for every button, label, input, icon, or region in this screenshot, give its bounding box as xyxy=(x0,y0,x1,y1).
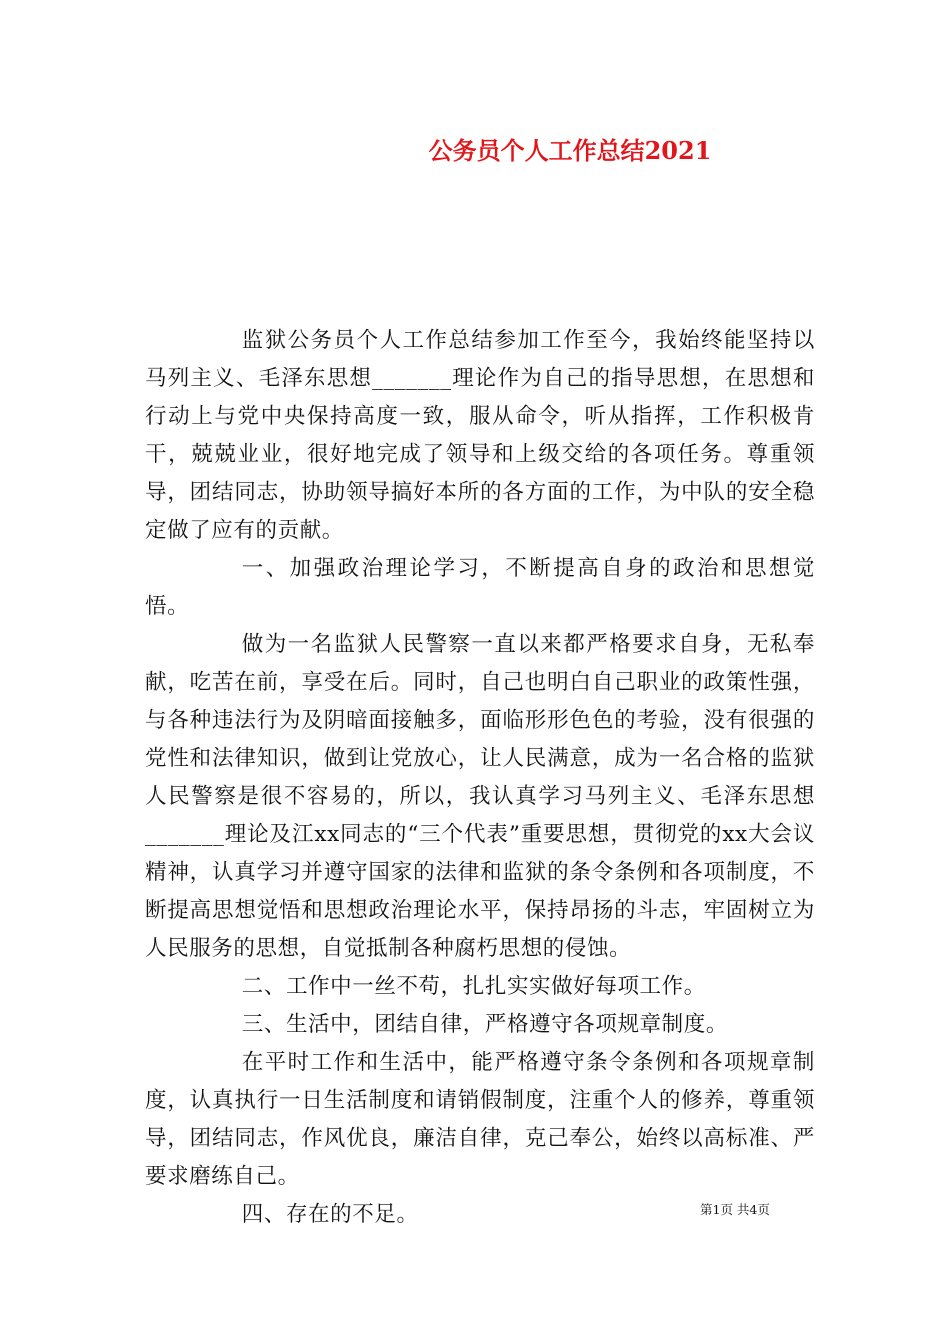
page-number: 第1页 共4页 xyxy=(700,1202,770,1217)
paragraph-section-1: 做为一名监狱人民警察一直以来都严格要求自身，无私奉献，吃苦在前，享受在后。同时，自己也明白自己职业的政策性强，与各种违法行为及阴暗面接触多，面临形形色色的考验，没有很强的党性和法律知识，做到让党放心，让人民满意，成为一名合格的监狱人民警察是很不容易的，所以，我认真学习马列主义、毛泽东思想_______理论及江xx同志的“三个代表”重要思想，贯彻党的xx大会议精神，认真学习并遵守国家的法律和监狱的条令条例和各项制度，不断提高思想觉悟和思想政治理论水平，保持昂扬的斗志，牢固树立为人民服务的思想，自觉抵制各种腐朽思想的侵蚀。 xyxy=(145,632,815,961)
document-body xyxy=(145,322,815,1234)
section-heading-4: 四、存在的不足。 xyxy=(241,1202,419,1227)
section-heading-2: 二、工作中一丝不苟，扎扎实实做好每项工作。 xyxy=(241,974,706,999)
paragraph-intro: 监狱公务员个人工作总结参加工作至今，我始终能坚持以马列主义、毛泽东思想_______理论作为自己的指导思想，在思想和行动上与党中央保持高度一致，服从命令，听从指挥，工作积极肯干，兢兢业业，很好地完成了领导和上级交给的各项任务。尊重领导，团结同志，协助领导搞好本所的各方面的工作，为中队的安全稳定做了应有的贡献。 xyxy=(145,328,815,543)
document-title: 公务员个人工作总结2021 xyxy=(428,136,712,165)
section-heading-3: 三、生活中，团结自律，严格遵守各项规章制度。 xyxy=(241,1012,728,1037)
section-heading-1: 一、加强政治理论学习，不断提高自身的政治和思想觉悟。 xyxy=(145,556,815,619)
paragraph-section-3: 在平时工作和生活中，能严格遵守条令条例和各项规章制度，认真执行一日生活制度和请销假制度，注重个人的修养，尊重领导，团结同志，作风优良，廉洁自律，克己奉公，始终以高标准、严要求磨练自己。 xyxy=(145,1050,815,1189)
